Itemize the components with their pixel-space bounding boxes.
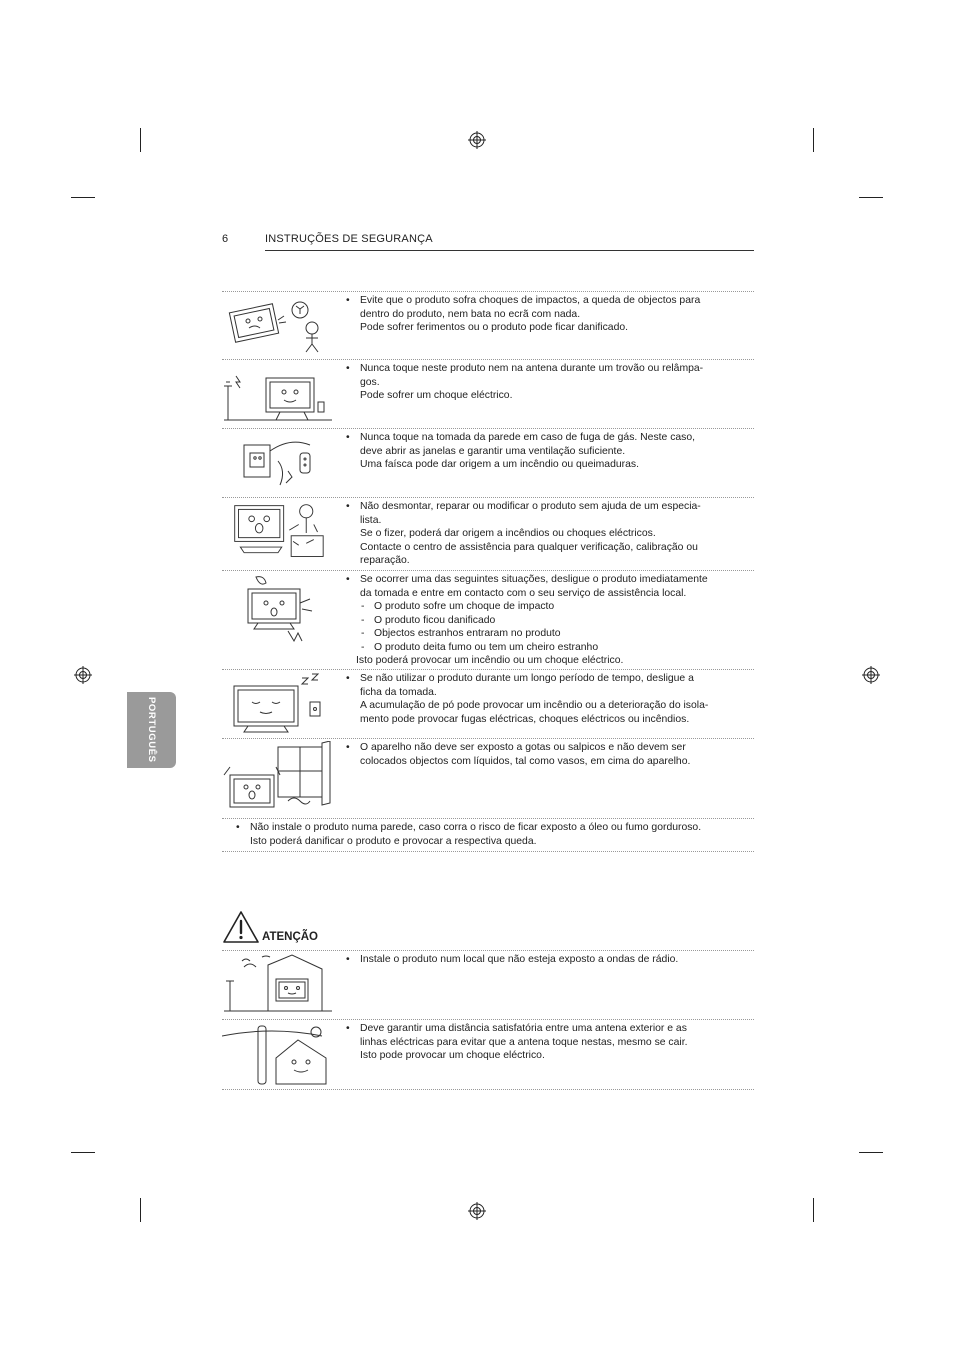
text-line: • Se ocorrer uma das seguintes situações, desligue o produto imediatamente [360, 574, 708, 585]
text-line: linhas eléctricas para evitar que a antena toque nestas, mesmo se cair. [360, 1036, 688, 1048]
safety-text [346, 953, 746, 967]
page-title: INSTRUÇÕES DE SEGURANÇA [265, 233, 433, 245]
disassembly-illustration-icon [222, 500, 334, 564]
antenna-powerline-illustration-icon [222, 1022, 334, 1086]
safety-item [222, 738, 754, 819]
crop-mark [140, 1198, 141, 1222]
safety-item [222, 669, 754, 739]
header-divider [265, 250, 754, 251]
gas-leak-plug-illustration-icon [222, 431, 334, 495]
text-line: Isto pode provocar um choque eléctrico. [360, 1050, 545, 1061]
registration-mark-icon [468, 1202, 486, 1220]
caution-label: ATENÇÃO [262, 931, 319, 943]
warning-triangle-icon [222, 910, 260, 944]
sleeping-tv-illustration-icon [222, 672, 334, 736]
text-line: deve abrir as janelas e garantir uma ventilação suficiente. [360, 445, 626, 457]
text-line: Uma faísca pode dar origem a um incêndio ou queimaduras. [360, 459, 639, 470]
safety-item [222, 359, 754, 429]
safety-text [346, 1022, 746, 1063]
text-line: Se o fizer, poderá dar origem a incêndios ou choques eléctricos. [360, 528, 656, 539]
text-line: gos. [360, 376, 380, 388]
crop-mark [813, 128, 814, 152]
text-line: • Evite que o produto sofra choques de impactos, a queda de objectos para [360, 295, 701, 306]
safety-text [346, 672, 746, 726]
lightning-antenna-illustration-icon [222, 362, 334, 426]
safety-item-wide [222, 818, 754, 852]
language-tab-label: PORTUGUÊS [146, 697, 157, 763]
safety-item [222, 497, 754, 571]
crop-mark [859, 1152, 883, 1153]
registration-mark-icon [862, 666, 880, 684]
text-line: reparação. [360, 555, 410, 566]
text-line: A acumulação de pó pode provocar um incêndio ou a deterioração do isola- [360, 700, 709, 711]
sub-item: - O produto deita fumo ou tem um cheiro estranho [346, 641, 746, 655]
language-tab [127, 692, 176, 768]
text-line: • Nunca toque na tomada da parede em caso de fuga de gás. Neste caso, [360, 432, 696, 443]
registration-mark-icon [74, 666, 92, 684]
text-line: dentro do produto, nem bata no ecrã com nada. [360, 308, 581, 320]
registration-mark-icon [468, 131, 486, 149]
ball-impact-illustration-icon [222, 294, 334, 358]
text-line: • O aparelho não deve ser exposto a gotas ou salpicos e não devem ser [360, 742, 686, 753]
safety-item [222, 291, 754, 360]
radio-waves-house-illustration-icon [222, 953, 334, 1017]
text-line: • Se não utilizar o produto durante um longo período de tempo, desligue a [360, 673, 694, 684]
safety-text [346, 294, 746, 335]
sub-item: - Objectos estranhos entraram no produto [346, 627, 746, 641]
crop-mark [813, 1198, 814, 1222]
text-line: ficha da tomada. [360, 686, 437, 698]
sub-item: - O produto sofre um choque de impacto [346, 600, 746, 614]
page-number: 6 [222, 233, 229, 245]
water-window-illustration-icon [222, 741, 334, 817]
caution-item [222, 1019, 754, 1090]
text-line: da tomada e entre em contacto com o seu serviço de assistência local. [360, 587, 687, 599]
safety-text [346, 500, 746, 568]
crop-mark [140, 128, 141, 152]
smoke-unplug-illustration-icon [222, 573, 334, 645]
text-line: Pode sofrer um choque eléctrico. [360, 390, 513, 401]
safety-text [346, 362, 746, 403]
crop-mark [71, 1152, 95, 1153]
text-line: • Instale o produto num local que não esteja exposto a ondas de rádio. [360, 954, 679, 965]
safety-item [222, 570, 754, 670]
text-line: mento pode provocar fugas eléctricas, choques eléctricos ou incêndios. [360, 713, 690, 725]
text-line: Isto poderá danificar o produto e provocar a respectiva queda. [250, 835, 537, 847]
crop-mark [859, 197, 883, 198]
text-line: • Não desmontar, reparar ou modificar o produto sem ajuda de um especia- [360, 501, 701, 512]
text-line: • Nunca toque neste produto nem na antena durante um trovão ou relâmpa- [360, 363, 704, 374]
text-line: Contacte o centro de assistência para qualquer verificação, calibração ou [360, 541, 698, 553]
text-line: • Não instale o produto numa parede, caso corra o risco de ficar exposto a óleo ou fumo gorduroso. [250, 822, 702, 833]
safety-text [236, 821, 756, 848]
sub-item: - O produto ficou danificado [346, 614, 746, 628]
text-line: lista. [360, 514, 382, 526]
text-line: colocados objectos com líquidos, tal como vasos, em cima do aparelho. [360, 755, 691, 767]
safety-text [346, 573, 746, 600]
sub-item-footer: Isto poderá provocar um incêndio ou um choque eléctrico. [356, 655, 624, 666]
caution-heading [222, 910, 422, 946]
safety-text [346, 431, 746, 472]
safety-item [222, 428, 754, 498]
crop-mark [71, 197, 95, 198]
safety-text [346, 741, 746, 768]
text-line: • Deve garantir uma distância satisfatória entre uma antena exterior e as [360, 1023, 687, 1034]
text-line: Pode sofrer ferimentos ou o produto pode ficar danificado. [360, 322, 629, 333]
caution-item [222, 950, 754, 1020]
